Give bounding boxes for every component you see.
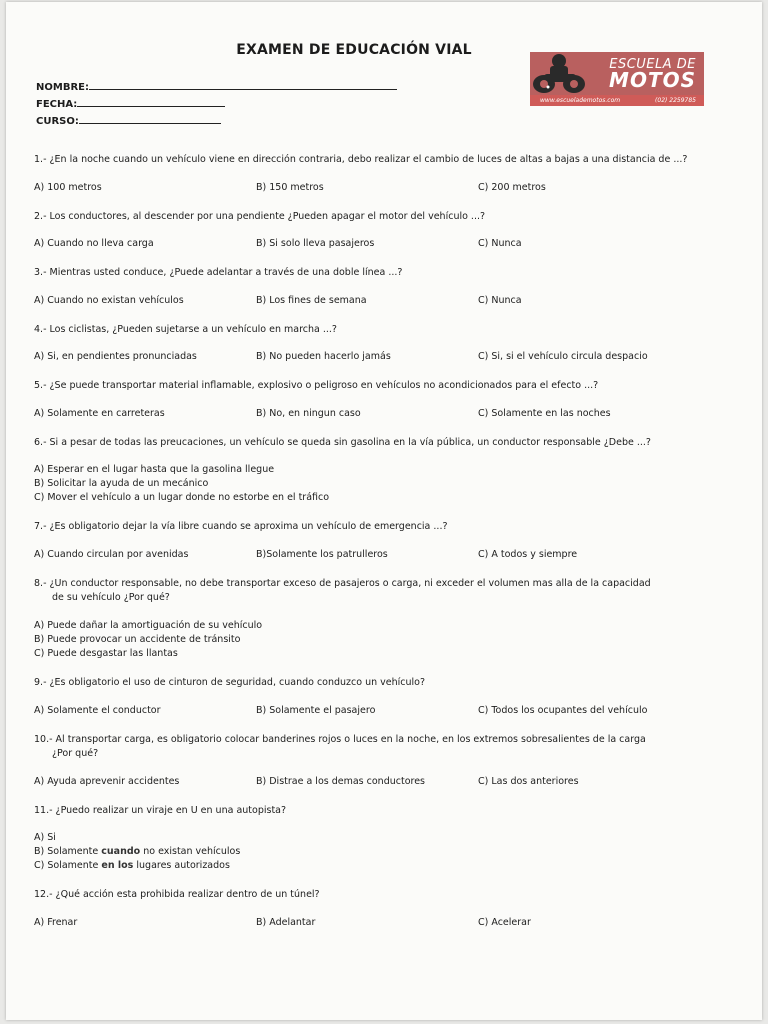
q7-option-a: A) Cuando circulan por avenidas bbox=[34, 549, 189, 560]
q11-option-a: A) Si bbox=[34, 832, 56, 843]
q9-option-c: C) Todos los ocupantes del vehículo bbox=[478, 705, 648, 716]
q1-option-c: C) 200 metros bbox=[478, 182, 546, 193]
q11-option-c bbox=[34, 859, 240, 873]
question-6: 6.- Si a pesar de todas las preucaciones, un vehículo se queda sin gasolina en la vía pública, un conductor responsable ¿Debe ...? bbox=[34, 437, 651, 448]
curso-label: CURSO: bbox=[36, 116, 79, 127]
page-title: EXAMEN DE EDUCACIÓN VIAL bbox=[236, 42, 472, 58]
q10-option-a: A) Ayuda aprevenir accidentes bbox=[34, 776, 180, 787]
q7-option-b: B)Solamente los patrulleros bbox=[256, 549, 388, 560]
q12-option-a: A) Frenar bbox=[34, 917, 78, 928]
logo-phone: (02) 2259785 bbox=[655, 97, 696, 104]
question-3: 3.- Mientras usted conduce, ¿Puede adelantar a través de una doble línea ...? bbox=[34, 267, 403, 278]
curso-line bbox=[79, 114, 221, 124]
question-11: 11.- ¿Puedo realizar un viraje en U en una autopista? bbox=[34, 805, 287, 816]
exam-page bbox=[6, 2, 762, 1020]
question-1: 1.- ¿En la noche cuando un vehículo viene en dirección contraria, debo realizar el cambio de luces de altas a bajas a una distancia de ...? bbox=[34, 154, 688, 165]
q10-option-b: B) Distrae a los demas conductores bbox=[256, 776, 426, 787]
q2-option-b: B) Si solo lleva pasajeros bbox=[256, 238, 375, 249]
q6-options bbox=[34, 463, 329, 505]
q11-option-c-start: C) Solamente bbox=[34, 860, 99, 871]
q5-option-b: B) No, en ningun caso bbox=[256, 408, 361, 419]
q9-option-a: A) Solamente el conductor bbox=[34, 705, 161, 716]
q6-option-c: C) Mover el vehículo a un lugar donde no estorbe en el tráfico bbox=[34, 492, 330, 503]
motorcycle-rider-icon bbox=[530, 52, 618, 96]
school-logo bbox=[530, 52, 704, 106]
q11-options bbox=[34, 831, 240, 873]
question-10 bbox=[34, 733, 646, 761]
question-5: 5.- ¿Se puede transportar material inflamable, explosivo o peligroso en vehículos no acondicionados para el efecto ...? bbox=[34, 380, 599, 391]
nombre-field bbox=[36, 80, 397, 93]
q11-option-b-smudged-word: cuando bbox=[101, 846, 141, 857]
question-7: 7.- ¿Es obligatorio dejar la vía libre cuando se aproxima un vehículo de emergencia ...? bbox=[34, 521, 448, 532]
q5-option-a: A) Solamente en carreteras bbox=[34, 408, 165, 419]
q11-option-b bbox=[34, 845, 240, 859]
q11-option-b-start: B) Solamente bbox=[34, 846, 99, 857]
q3-option-b: B) Los fines de semana bbox=[256, 295, 367, 306]
q8-options bbox=[34, 619, 262, 661]
q3-option-c: C) Nunca bbox=[478, 295, 522, 306]
nombre-line bbox=[89, 80, 397, 90]
q7-option-c: C) A todos y siempre bbox=[478, 549, 578, 560]
logo-line1: ESCUELA DE bbox=[609, 57, 696, 72]
question-12: 12.- ¿Qué acción esta prohibida realizar dentro de un túnel? bbox=[34, 889, 320, 900]
q10-option-c: C) Las dos anteriores bbox=[478, 776, 579, 787]
question-8-line1: 8.- ¿Un conductor responsable, no debe transportar exceso de pasajeros o carga, ni exceder el volumen mas alla de la capacidad bbox=[34, 578, 651, 589]
fecha-field bbox=[36, 97, 225, 110]
q8-option-a: A) Puede dañar la amortiguación de su vehículo bbox=[34, 620, 263, 631]
q2-option-a: A) Cuando no lleva carga bbox=[34, 238, 154, 249]
question-8-line2: de su vehículo ¿Por qué? bbox=[52, 592, 170, 603]
q4-option-c: C) Si, si el vehículo circula despacio bbox=[478, 351, 648, 362]
q4-option-a: A) Si, en pendientes pronunciadas bbox=[34, 351, 197, 362]
question-8 bbox=[34, 577, 651, 605]
question-2: 2.- Los conductores, al descender por una pendiente ¿Pueden apagar el motor del vehículo ...? bbox=[34, 211, 486, 222]
logo-line2: MOTOS bbox=[609, 68, 696, 92]
question-4: 4.- Los ciclistas, ¿Pueden sujetarse a un vehículo en marcha ...? bbox=[34, 324, 337, 335]
nombre-label: NOMBRE: bbox=[36, 82, 89, 93]
fecha-line bbox=[77, 97, 225, 107]
logo-website: www.escuelademotos.com bbox=[540, 97, 621, 104]
q1-option-a: A) 100 metros bbox=[34, 182, 102, 193]
q8-option-c: C) Puede desgastar las llantas bbox=[34, 648, 178, 659]
q1-option-b: B) 150 metros bbox=[256, 182, 324, 193]
curso-field bbox=[36, 114, 221, 127]
q6-option-b: B) Solicitar la ayuda de un mecánico bbox=[34, 478, 209, 489]
q5-option-c: C) Solamente en las noches bbox=[478, 408, 611, 419]
q8-option-b: B) Puede provocar un accidente de tránsito bbox=[34, 634, 241, 645]
q4-option-b: B) No pueden hacerlo jamás bbox=[256, 351, 391, 362]
fecha-label: FECHA: bbox=[36, 99, 78, 110]
q11-option-b-end: no existan vehículos bbox=[143, 846, 241, 857]
q6-option-a: A) Esperar en el lugar hasta que la gasolina llegue bbox=[34, 464, 275, 475]
q12-option-b: B) Adelantar bbox=[256, 917, 316, 928]
q12-option-c: C) Acelerar bbox=[478, 917, 531, 928]
q3-option-a: A) Cuando no existan vehículos bbox=[34, 295, 184, 306]
question-10-line1: 10.- Al transportar carga, es obligatorio colocar banderines rojos o luces en la noche, en los extremos sobresalientes de la carga bbox=[34, 734, 646, 745]
q11-option-c-end: lugares autorizados bbox=[136, 860, 230, 871]
q11-option-c-smudged-word: en los bbox=[101, 860, 134, 871]
question-10-line2: ¿Por qué? bbox=[52, 748, 99, 759]
q2-option-c: C) Nunca bbox=[478, 238, 522, 249]
question-9: 9.- ¿Es obligatorio el uso de cinturon de seguridad, cuando conduzco un vehículo? bbox=[34, 677, 426, 688]
q9-option-b: B) Solamente el pasajero bbox=[256, 705, 376, 716]
logo-footer bbox=[530, 95, 704, 106]
